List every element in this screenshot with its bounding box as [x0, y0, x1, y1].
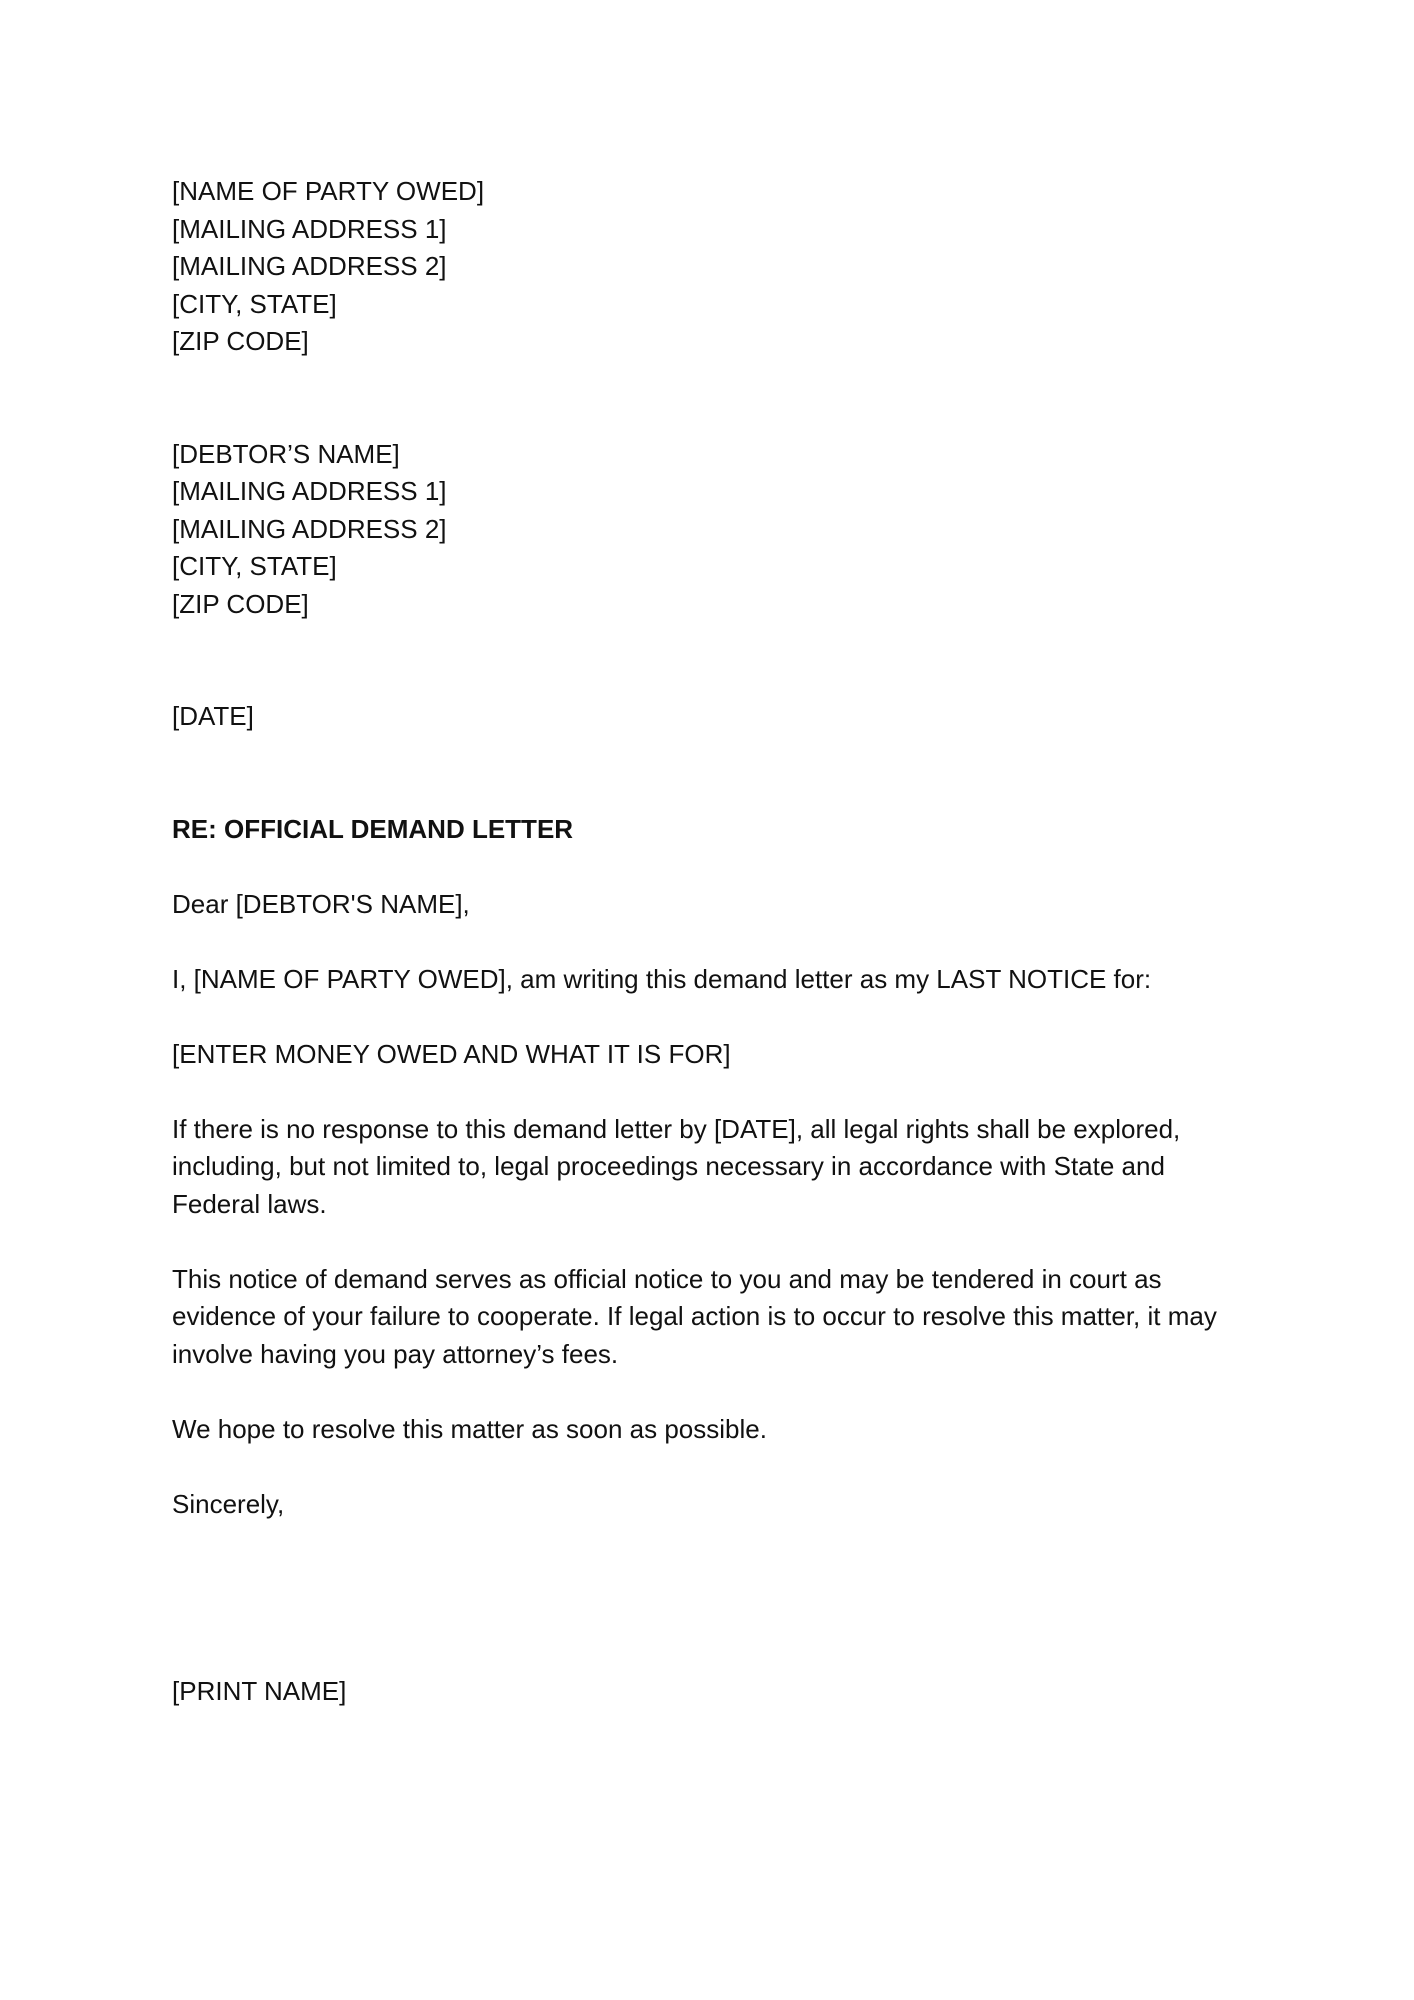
spacer	[172, 848, 1252, 886]
spacer	[172, 998, 1252, 1036]
recipient-city-state: [CITY, STATE]	[172, 551, 337, 581]
spacer	[172, 1448, 1252, 1486]
hope-paragraph: We hope to resolve this matter as soon as possible.	[172, 1413, 767, 1444]
letter-date: [DATE]	[172, 701, 254, 731]
signature-space	[172, 1523, 1252, 1673]
recipient-address-1: [MAILING ADDRESS 1]	[172, 476, 447, 506]
warning-paragraph: If there is no response to this demand letter by [DATE], all legal rights shall be explored, including, but not limited to, legal proceedings necessary in accordance with State and Federal laws.	[172, 1113, 1181, 1219]
spacer	[172, 923, 1252, 961]
spacer	[172, 361, 1252, 436]
letter-body	[172, 173, 1252, 1711]
recipient-zip: [ZIP CODE]	[172, 588, 309, 619]
sender-block	[172, 173, 1252, 361]
subject-line: RE: OFFICIAL DEMAND LETTER	[172, 813, 574, 844]
spacer	[172, 623, 1252, 698]
closing: Sincerely,	[172, 1488, 285, 1519]
sender-zip: [ZIP CODE]	[172, 326, 309, 356]
spacer	[172, 1073, 1252, 1111]
spacer	[172, 1373, 1252, 1411]
recipient-name: [DEBTOR’S NAME]	[172, 438, 400, 469]
salutation: Dear [DEBTOR'S NAME],	[172, 888, 470, 919]
spacer	[172, 736, 1252, 811]
spacer	[172, 1223, 1252, 1261]
amount-owed-paragraph: [ENTER MONEY OWED AND WHAT IT IS FOR]	[172, 1038, 731, 1069]
intro-paragraph: I, [NAME OF PARTY OWED], am writing this demand letter as my LAST NOTICE for:	[172, 963, 1152, 994]
sender-city-state: [CITY, STATE]	[172, 288, 337, 319]
recipient-block	[172, 436, 1252, 624]
notice-paragraph: This notice of demand serves as official notice to you and may be tendered in court as evidence of your failure to cooperate. If legal action is to occur to resolve this matter, it may involve having you pay attorney’s fees.	[172, 1263, 1217, 1369]
sender-name: [NAME OF PARTY OWED]	[172, 176, 485, 206]
sender-address-2: [MAILING ADDRESS 2]	[172, 251, 447, 281]
print-name: [PRINT NAME]	[172, 1676, 347, 1706]
recipient-address-2: [MAILING ADDRESS 2]	[172, 513, 447, 544]
sender-address-1: [MAILING ADDRESS 1]	[172, 213, 447, 244]
